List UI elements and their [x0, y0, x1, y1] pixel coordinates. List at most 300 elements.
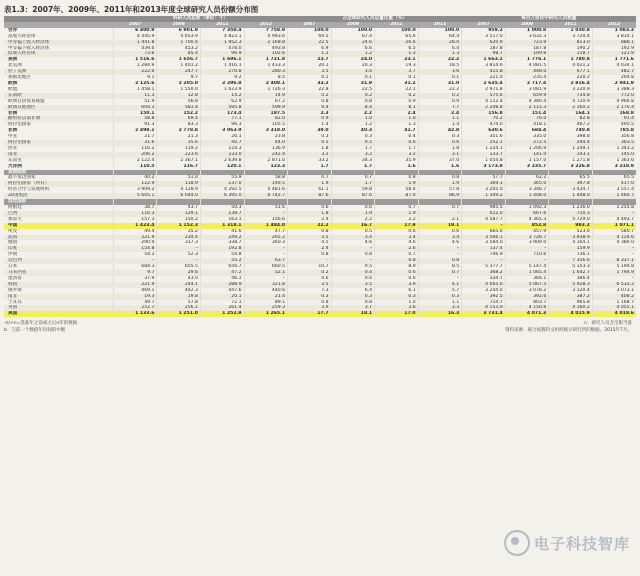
table-cell: 57.8 [418, 187, 462, 193]
table-cell: 746.9 [462, 252, 506, 258]
table-cell: 2 498.1 [113, 128, 157, 134]
table-cell: 387.2 [549, 294, 593, 300]
table-cell: 72.1 [200, 300, 244, 306]
table-cell: 1 433.3 [244, 63, 288, 69]
table-cell: 1 349.2 [462, 193, 506, 199]
table-cell: 417.0 [592, 181, 636, 187]
table-cell: 0.8 [288, 99, 332, 105]
table-cell: 65.5 [549, 175, 593, 181]
table-cell: 150.1 [113, 111, 157, 117]
table-cell: 2.4 [288, 246, 332, 252]
table-cell: 2 296.8 [200, 81, 244, 87]
table-cell: 1 343.2 [592, 146, 636, 152]
table-cell: 129.1 [157, 211, 201, 217]
table-cell: 4 150.6 [505, 305, 549, 311]
table-cell: – [288, 258, 332, 264]
table-cell: 581.4 [157, 105, 201, 111]
table-cell: 3.6 [375, 305, 419, 311]
table-cell: 469.1 [113, 288, 157, 294]
table-cell: 1 401.2 [157, 63, 201, 69]
table-cell: 467.2 [549, 122, 593, 128]
researchers-table [4, 16, 636, 317]
row-label: 欧洲其他地区 [4, 105, 113, 111]
table-cell: 667.6 [505, 211, 549, 217]
footnotes [4, 320, 636, 334]
table-cell: 630.6 [462, 128, 506, 134]
table-cell: 6 044.0 [157, 193, 201, 199]
table-cell: 1 284.9 [113, 63, 157, 69]
table-cell: 1 265.1 [244, 311, 288, 317]
table-cell: 3 584.0 [462, 240, 506, 246]
table-cell: 1 251.0 [157, 311, 201, 317]
table-cell: 1.2 [331, 51, 375, 57]
table-cell: 4 445.9 [113, 34, 157, 40]
table-cell: 3.2 [331, 152, 375, 158]
table-cell: 242.4 [244, 152, 288, 158]
table-cell: 61.1 [288, 187, 332, 193]
table-cell: 0.7 [418, 270, 462, 276]
table-cell: – [418, 276, 462, 282]
table-cell: 3.7 [375, 69, 419, 75]
table-cell: 9.2 [200, 75, 244, 81]
table-cell: 335.0 [505, 134, 549, 140]
table-cell: 0.8 [288, 229, 332, 235]
table-cell: 18.5 [418, 63, 462, 69]
table-cell: 356.8 [592, 134, 636, 140]
table-cell: 0.6 [288, 276, 332, 282]
table-cell: 368.2 [462, 270, 506, 276]
table-cell: – [244, 252, 288, 258]
table-cell: 1.2 [331, 122, 375, 128]
table-cell: 1.6 [418, 164, 462, 170]
table-cell: 96.9 [200, 51, 244, 57]
table-cell: 6.9 [288, 46, 332, 52]
table-cell: 1 952.3 [200, 40, 244, 46]
table-cell: 187.8 [505, 46, 549, 52]
table-cell: 150.2 [157, 217, 201, 223]
table-cell: 2.1 [418, 217, 462, 223]
table-cell: 0.6 [288, 205, 332, 211]
table-cell: 0.3 [375, 294, 419, 300]
table-cell: 0.8 [288, 252, 332, 258]
table-cell: 495.5 [592, 122, 636, 128]
table-cell: 249.2 [200, 235, 244, 241]
table-cell: 3.7 [331, 305, 375, 311]
table-cell: 187.8 [462, 46, 506, 52]
table-cell: 599.9 [244, 105, 288, 111]
table-cell: 8.5 [418, 264, 462, 270]
row-label: 经济合作与发展组织 [8, 187, 50, 193]
table-cell: 1 083.3 [592, 28, 636, 34]
table-cell: 4 071.3 [505, 311, 549, 317]
table-cell: 11.3 [113, 93, 157, 99]
table-cell: 143.1 [549, 152, 593, 158]
table-cell: 192.8 [200, 246, 244, 252]
table-cell: 3 557.4 [592, 187, 636, 193]
header-year: 2007 [288, 22, 332, 28]
table-cell: – [157, 258, 201, 264]
table-cell: 2 639.8 [200, 158, 244, 164]
table-cell: 1 448.0 [549, 193, 593, 199]
table-cell: 141.0 [505, 152, 549, 158]
table-cell: 17.0 [375, 311, 419, 317]
table-cell: 87.6 [288, 193, 332, 199]
table-cell: 4.6 [375, 240, 419, 246]
table-cell: 398.8 [549, 134, 593, 140]
table-cell: 2 635.4 [462, 81, 506, 87]
row-label: 世界 [8, 27, 18, 33]
table-cell: 8.9 [375, 264, 419, 270]
table-cell: 187.5 [244, 111, 288, 117]
footnote-n: -n/+n=基准年之前或之后n年的数据 [4, 321, 78, 327]
table-cell: 1.8 [288, 146, 332, 152]
table-cell: 736.1 [549, 252, 593, 258]
table-cell: 46.1 [200, 276, 244, 282]
table-cell: 0.7 [375, 205, 419, 211]
table-cell: 21.4 [244, 294, 288, 300]
table-cell: 3 434.7 [549, 187, 593, 193]
table-cell: 0.3 [331, 294, 375, 300]
row-label: 中亚 [8, 134, 18, 140]
table-cell: 58.8 [113, 116, 157, 122]
table-cell: – [244, 246, 288, 252]
row-label: 撒哈拉以南非洲 [4, 116, 113, 122]
table-cell: 0.9 [418, 99, 462, 105]
row-label: 东南亚 [8, 157, 22, 163]
table-cell: 24.6 [331, 40, 375, 46]
table-cell: – [244, 276, 288, 282]
table-cell: 120.1 [200, 164, 244, 170]
row-label: 高收入经济体 [8, 33, 36, 39]
header-year: 2011 [549, 22, 593, 28]
row-label: 选定国家 [4, 199, 113, 205]
table-cell: 23.1 [375, 57, 419, 63]
table-cell: 192.9 [592, 46, 636, 52]
table-cell: 41.6 [200, 229, 244, 235]
table-cell: 3 909.0 [505, 240, 549, 246]
table-cell: 4 481.6 [244, 187, 288, 193]
table-cell: 24.0 [331, 57, 375, 63]
table-cell: 1 663.2 [462, 57, 506, 63]
table-cell: 261.4 [200, 305, 244, 311]
table-cell: 334.7 [462, 276, 506, 282]
table-cell: 338.7 [200, 240, 244, 246]
table-cell: 121.9 [592, 51, 636, 57]
table-cell: 803.7 [505, 300, 549, 306]
table-cell: 3.4 [375, 235, 419, 241]
row-label: 低收入经济体 [4, 51, 113, 57]
table-cell: 3.4 [418, 235, 462, 241]
table-cell: – [505, 246, 549, 252]
table-cell: 42.8 [418, 128, 462, 134]
table-cell: 4 665.0 [462, 282, 506, 288]
table-cell: 1.9 [375, 211, 419, 217]
table-cell: 133.7 [462, 152, 506, 158]
table-cell: 1 460.7 [592, 193, 636, 199]
table-cell: 0.1 [375, 75, 419, 81]
table-cell: 4 128.9 [157, 187, 201, 193]
table-cell: 3.5 [288, 282, 332, 288]
table-cell: 31.2 [375, 81, 419, 87]
table-cell: 0.2 [418, 93, 462, 99]
table-cell: 14.2 [200, 93, 244, 99]
table-cell: 1.9 [375, 181, 419, 187]
table-cell: 87.6 [331, 193, 375, 199]
table-cell: 4 081.5 [505, 63, 549, 69]
table-cell: 734.8 [549, 93, 593, 99]
table-cell: 3 566.1 [462, 235, 506, 241]
table-cell: 959.2 [462, 28, 506, 34]
table-cell: 7.3 [288, 288, 332, 294]
table-cell: 6 901.9 [157, 28, 201, 34]
table-cell: 985.5 [462, 205, 506, 211]
table-cell: 0.6 [418, 229, 462, 235]
table-cell: 0.6 [375, 276, 419, 282]
table-cell: 12.8 [157, 93, 201, 99]
row-label: 俄罗斯 [8, 287, 22, 293]
table-cell: 0.3 [288, 294, 332, 300]
table-cell: 0.4 [331, 270, 375, 276]
table-cell: 83.3 [157, 122, 201, 128]
row-label: 其他组别 [4, 170, 113, 176]
table-cell: – [244, 211, 288, 217]
table-cell: 0.2 [331, 93, 375, 99]
table-cell: 1 255.8 [592, 205, 636, 211]
table-cell: 740.8 [549, 128, 593, 134]
table-cell: 0.7 [418, 205, 462, 211]
row-label: 欧洲自由贸易联盟 [8, 98, 45, 104]
table-cell: 448.0 [505, 69, 549, 75]
table-cell: 453.2 [157, 46, 201, 52]
table-cell: 137.4 [462, 246, 506, 252]
table-cell: 523.6 [549, 229, 593, 235]
table-cell: 321.8 [244, 282, 288, 288]
table-cell: 4 153.9 [462, 305, 506, 311]
table-cell: 252.7 [113, 305, 157, 311]
table-cell: 4 823.1 [200, 34, 244, 40]
table-cell: 73.6 [113, 51, 157, 57]
table-cell: 67.4 [331, 34, 375, 40]
table-cell: 58.4 [375, 187, 419, 193]
table-cell: 206.2 [113, 152, 157, 158]
table-row [4, 311, 636, 317]
table-cell: 3 938.9 [549, 235, 593, 241]
table-cell: 4 365.3 [505, 217, 549, 223]
table-cell: 1.3 [375, 51, 419, 57]
table-cell: 1.7 [331, 164, 375, 170]
table-cell: 1 000.8 [505, 28, 549, 34]
table-cell: 595.8 [200, 105, 244, 111]
table-cell: 4 966.8 [592, 99, 636, 105]
table-cell: 19.8 [157, 294, 201, 300]
table-cell: 714.7 [462, 300, 506, 306]
table-cell: 2 170.4 [592, 105, 636, 111]
table-cell: 58.8 [244, 175, 288, 181]
table-cell: 655.5 [157, 264, 201, 270]
table-cell: 35.6 [157, 140, 201, 146]
table-cell: 439.6 [113, 46, 157, 52]
table-cell: 4 993.6 [244, 34, 288, 40]
table-cell: 1.6 [375, 164, 419, 170]
table-cell: 6 533.2 [592, 282, 636, 288]
table-cell: 0.8 [418, 258, 462, 264]
table-cell: 665.0 [462, 229, 506, 235]
table-cell: 0.3 [418, 294, 462, 300]
table-cell: 9.7 [157, 75, 201, 81]
table-cell: 0.6 [375, 229, 419, 235]
header-year: 2013 [418, 22, 462, 28]
header-year: 2009 [505, 22, 549, 28]
table-cell: 0.6 [375, 270, 419, 276]
table-cell: 1.0 [331, 116, 375, 122]
table-cell: 3 173.8 [462, 164, 506, 170]
table-cell: 247.7 [157, 69, 201, 75]
table-cell: 6.1 [375, 288, 419, 294]
table-cell: 1 441.8 [113, 40, 157, 46]
row-label: 南亚 [4, 152, 113, 158]
table-cell: 5 147.4 [505, 264, 549, 270]
table-cell: 26.6 [375, 40, 419, 46]
table-cell: 3 235.7 [505, 164, 549, 170]
table-cell: 397.8 [549, 181, 593, 187]
table-cell: 2.4 [288, 217, 332, 223]
table-cell: 55.2 [200, 258, 244, 264]
table-cell: 656.7 [200, 264, 244, 270]
table-cell: 233.0 [200, 152, 244, 158]
table-cell: – [462, 258, 506, 264]
table-cell: 100.0 [375, 28, 419, 34]
table-cell: 2.4 [418, 111, 462, 117]
table-cell: 0.6 [375, 140, 419, 146]
table-cell: 1 271.8 [549, 158, 593, 164]
table-cell: 91.4 [592, 116, 636, 122]
header-year: 2011 [375, 22, 419, 28]
table-cell: 6 395.0 [200, 193, 244, 199]
table-cell: – [418, 211, 462, 217]
table-cell: 6.4 [331, 288, 375, 294]
table-cell: 1.9 [288, 181, 332, 187]
table-cell: 221.9 [113, 235, 157, 241]
table-cell: 76.0 [505, 116, 549, 122]
table-cell: 1.9 [418, 181, 462, 187]
table-cell: 303.5 [592, 140, 636, 146]
table-cell: 3 814.6 [462, 63, 506, 69]
table-cell: 0.9 [288, 116, 332, 122]
table-cell: 56.8 [157, 99, 201, 105]
table-cell: 22.8 [288, 87, 332, 93]
row-label: 伊朗 [8, 252, 18, 258]
table-cell: 6.5 [375, 46, 419, 52]
table-cell: 2.3 [288, 111, 332, 117]
footnote-right [505, 320, 632, 334]
table-cell: 3 318.0 [244, 128, 288, 134]
table-cell: 3.5 [331, 282, 375, 288]
table-cell: 20.1 [200, 294, 244, 300]
table-cell: 983.2 [549, 223, 593, 229]
table-cell: 7 350.4 [200, 28, 244, 34]
table-cell: 34.3 [331, 158, 375, 164]
table-cell: 474.0 [462, 122, 506, 128]
table-cell: 65.6 [375, 34, 419, 40]
table-cell: 1 152.3 [157, 223, 201, 229]
table-cell: 151.4 [505, 111, 549, 117]
table-cell: – [592, 276, 636, 282]
table-cell: 69.4 [157, 116, 201, 122]
table-cell: 23.8 [244, 134, 288, 140]
table-cell: 40.3 [331, 128, 375, 134]
table-cell: 89.1 [244, 300, 288, 306]
table-cell: 19.1 [418, 223, 462, 229]
header-world-share: 占全球研究人员总量比重（%） [288, 16, 462, 22]
table-cell: – [592, 246, 636, 252]
table-cell: 0.2 [375, 93, 419, 99]
table-cell: 4 015.9 [549, 311, 593, 317]
table-cell: 20.3 [331, 63, 375, 69]
table-cell: 3 218.9 [592, 164, 636, 170]
table-cell: 31.0 [418, 81, 462, 87]
table-cell: 136.9 [244, 146, 288, 152]
table-cell: 4 587.7 [462, 217, 506, 223]
table-cell: 477.1 [549, 69, 593, 75]
table-cell: 493.8 [244, 46, 288, 52]
table-cell: 5 605.1 [113, 193, 157, 199]
table-cell: 109.6 [505, 51, 549, 57]
table-cell: 2 205.0 [157, 81, 201, 87]
table-cell: 408.2 [592, 294, 636, 300]
table-cell: 392.5 [462, 294, 506, 300]
table-cell: 0.6 [331, 205, 375, 211]
table-cell: 91.3 [113, 122, 157, 128]
row-label: 大洋洲 [8, 163, 22, 169]
table-cell: 234.4 [157, 235, 201, 241]
table-cell: – [462, 223, 506, 229]
table-cell: 366.1 [505, 276, 549, 282]
table-cell: 116.7 [157, 164, 201, 170]
table-cell: 110.5 [113, 164, 157, 170]
table-cell: 43.0 [157, 276, 201, 282]
table-cell: 16.3 [418, 311, 462, 317]
row-label: 北美洲 [8, 63, 22, 69]
table-cell: 116.2 [113, 146, 157, 152]
row-label: 欧盟 [8, 86, 18, 92]
table-cell: 2.2 [331, 111, 375, 117]
header-per-million: 每百万居民中研究人员数量 [462, 16, 636, 22]
table-cell: 2.2 [375, 217, 419, 223]
table-cell: 3 078.2 [505, 288, 549, 294]
table-cell: 684.4 [505, 128, 549, 134]
table-cell: 1.3 [375, 122, 419, 128]
table-cell: 2 367.1 [157, 158, 201, 164]
header-year: 2009 [331, 22, 375, 28]
table-cell: 44.0 [244, 140, 288, 146]
table-cell: 3 731.4 [462, 311, 506, 317]
row-label: 土耳其 [8, 299, 22, 305]
table-cell: 0.1 [331, 75, 375, 81]
table-cell: 14.9 [244, 93, 288, 99]
table-cell: 0.2 [288, 93, 332, 99]
table-cell: 2 115.3 [505, 105, 549, 111]
table-cell: 294.4 [549, 140, 593, 146]
table-cell: 51.6 [244, 205, 288, 211]
table-cell: – [113, 258, 157, 264]
row-label: 阿拉伯国家（所有） [4, 181, 113, 187]
table-cell: 2 168.8 [244, 40, 288, 46]
table-title: 表1.3：2007年、2009年、2011年和2013年度全球研究人员份额分布图 [4, 5, 259, 14]
table-cell: – [331, 246, 375, 252]
table-cell: 272.5 [505, 140, 549, 146]
table-cell: 7 758.9 [244, 28, 288, 34]
table-cell: 4 021.2 [549, 63, 593, 69]
